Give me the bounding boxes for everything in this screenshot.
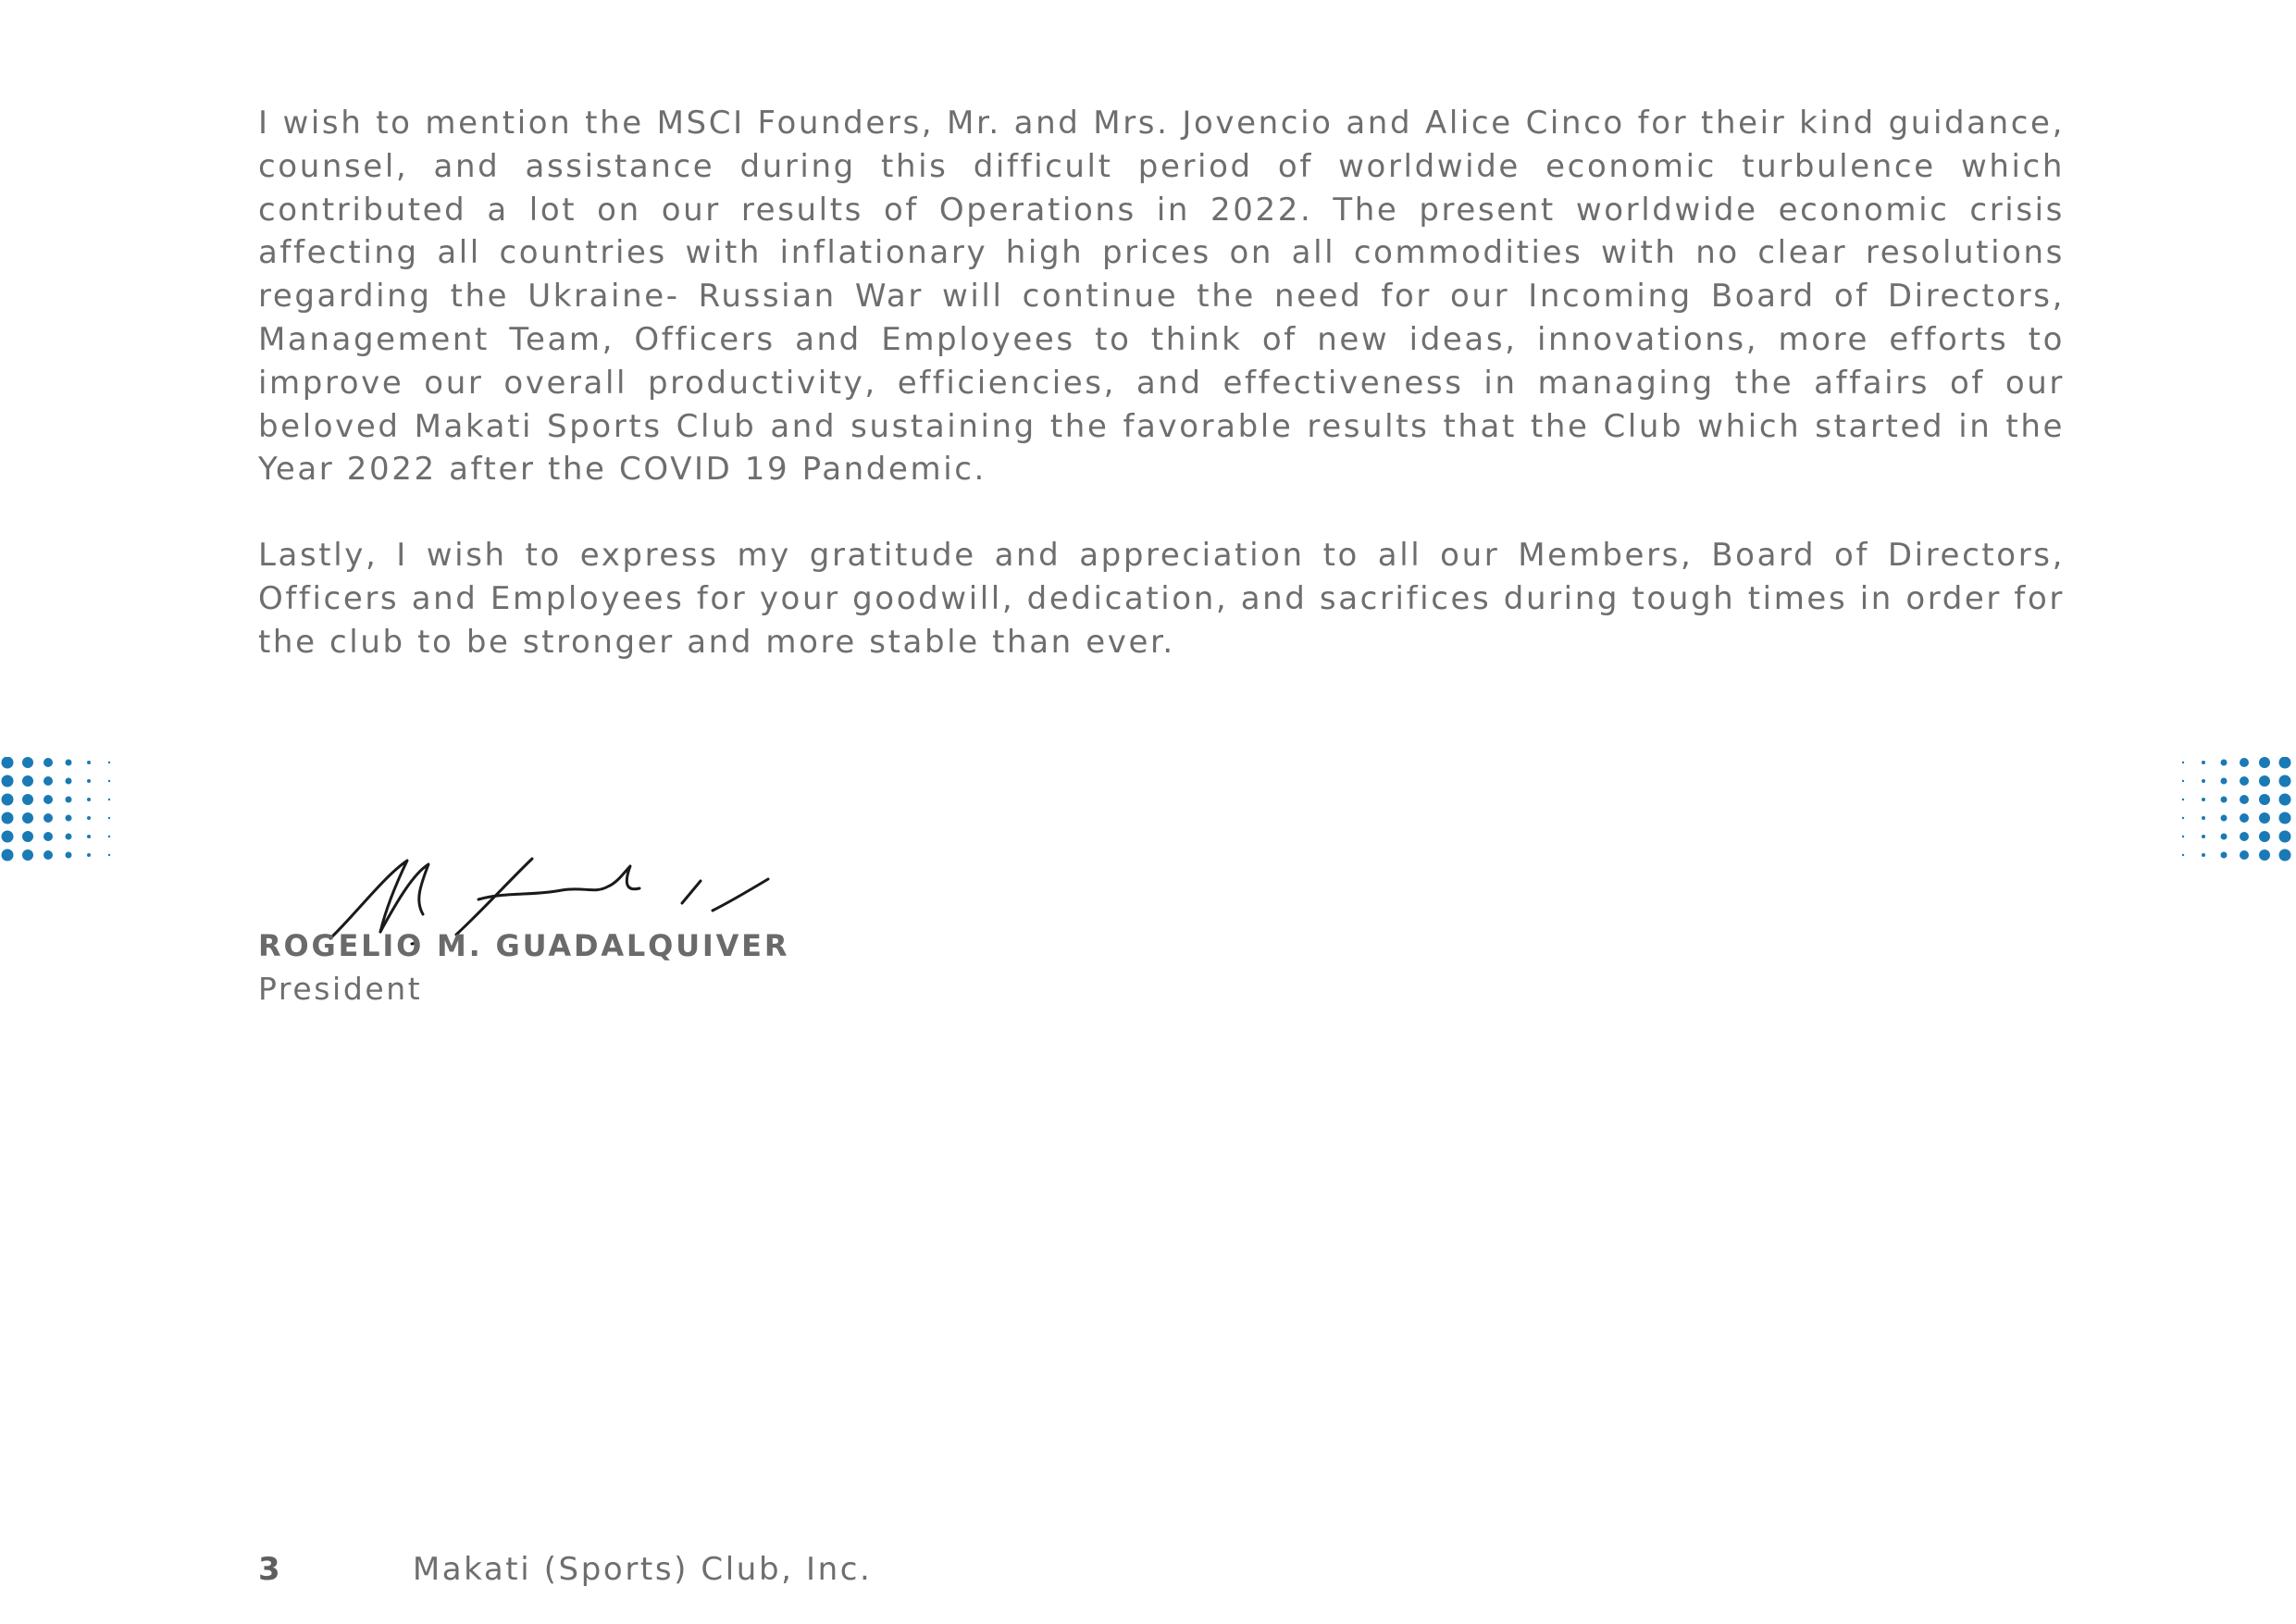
decorative-dot (2221, 797, 2228, 803)
decorative-dot (43, 813, 53, 823)
decorative-dot (2, 794, 14, 806)
decorative-dot (108, 780, 110, 782)
decorative-dot (2202, 816, 2205, 820)
decorative-dot (2221, 778, 2228, 785)
decorative-dot (43, 758, 53, 767)
decorative-dot (87, 779, 91, 783)
decorative-dot (2182, 854, 2184, 856)
decorative-dot (22, 812, 33, 824)
decorative-dot (2279, 794, 2291, 806)
decorative-dot (2202, 835, 2205, 838)
decorative-dot (2259, 794, 2270, 805)
decorative-dot (2, 775, 14, 787)
decorative-dot (87, 816, 91, 820)
decorative-dot (2279, 831, 2291, 843)
dot-pattern-right-decoration (2176, 757, 2296, 864)
decorative-dot (2202, 761, 2205, 764)
decorative-dot (2240, 795, 2249, 804)
decorative-dot (66, 760, 72, 766)
decorative-dot (2259, 775, 2270, 787)
organization-name: Makati (Sports) Club, Inc. (412, 1551, 873, 1588)
decorative-dot (2221, 852, 2228, 859)
decorative-dot (2202, 779, 2205, 783)
decorative-dot (108, 854, 110, 856)
decorative-dot (2182, 817, 2184, 819)
decorative-dot (66, 815, 72, 822)
decorative-dot (66, 797, 72, 803)
decorative-dot (2240, 832, 2249, 841)
decorative-dot (22, 831, 33, 842)
signer-title: President (258, 971, 423, 1007)
paragraph-founders: I wish to mention the MSCI Founders, Mr. and Mrs. Jovencio and Alice Cinco for their kind guidance, counsel, and assistance during this difficult period of worldwide economic turbulence which contributed a lot on our results of Operations in 2022. The present worldwide economic crisis affecting all countries with inflationary high prices on all commodities with no clear resolutions regarding the Ukraine- Russian War will continue the need for our Incoming Board of Directors, Management Team, Officers and Employees to think of new ideas, innovations, more efforts to improve our overall productivity, efficiencies, and effectiveness in managing the affairs of our beloved Makati Sports Club and sustaining the favorable results that the Club which started in the Year 2022 after the COVID 19 Pandemic. (258, 105, 2065, 489)
decorative-dot (2202, 798, 2205, 801)
decorative-dot (2259, 812, 2270, 824)
decorative-dot (87, 853, 91, 857)
decorative-dot (22, 794, 33, 805)
decorative-dot (87, 761, 91, 764)
decorative-dot (2221, 760, 2228, 766)
page-footer (258, 1551, 872, 1588)
decorative-dot (2240, 850, 2249, 860)
decorative-dot (2259, 757, 2270, 768)
decorative-dot (2279, 775, 2291, 787)
decorative-dot (22, 757, 33, 768)
letter-body (258, 102, 2065, 664)
decorative-dot (22, 775, 33, 787)
decorative-dot (2, 831, 14, 843)
decorative-dot (43, 795, 53, 804)
decorative-dot (2240, 813, 2249, 823)
decorative-dot (2221, 834, 2228, 840)
decorative-dot (2182, 762, 2184, 763)
decorative-dot (87, 835, 91, 838)
decorative-dot (108, 762, 110, 763)
signer-name: ROGELIO M. GUADALQUIVER (258, 928, 790, 963)
decorative-dot (2279, 757, 2291, 769)
decorative-dot (2279, 812, 2291, 824)
decorative-dot (66, 778, 72, 785)
decorative-dot (2, 849, 14, 862)
page-number: 3 (258, 1551, 280, 1588)
decorative-dot (2182, 799, 2184, 800)
decorative-dot (2221, 815, 2228, 822)
decorative-dot (2202, 853, 2205, 857)
decorative-dot (2259, 849, 2270, 861)
decorative-dot (43, 850, 53, 860)
decorative-dot (2240, 758, 2249, 767)
decorative-dot (2182, 780, 2184, 782)
dot-pattern-left-decoration (0, 757, 120, 864)
decorative-dot (2, 812, 14, 824)
decorative-dot (108, 836, 110, 837)
decorative-dot (108, 817, 110, 819)
decorative-dot (2182, 836, 2184, 837)
decorative-dot (43, 776, 53, 786)
decorative-dot (22, 849, 33, 861)
decorative-dot (2240, 776, 2249, 786)
decorative-dot (66, 852, 72, 859)
decorative-dot (43, 832, 53, 841)
decorative-dot (66, 834, 72, 840)
decorative-dot (87, 798, 91, 801)
decorative-dot (2259, 831, 2270, 842)
decorative-dot (2, 757, 14, 769)
paragraph-gratitude: Lastly, I wish to express my gratitude and appreciation to all our Members, Board of Directors, Officers and Employees for your goodwill, dedication, and sacrifices during tough times in order for the club to be stronger and more stable than ever. (258, 537, 2065, 661)
decorative-dot (2279, 849, 2291, 862)
decorative-dot (108, 799, 110, 800)
